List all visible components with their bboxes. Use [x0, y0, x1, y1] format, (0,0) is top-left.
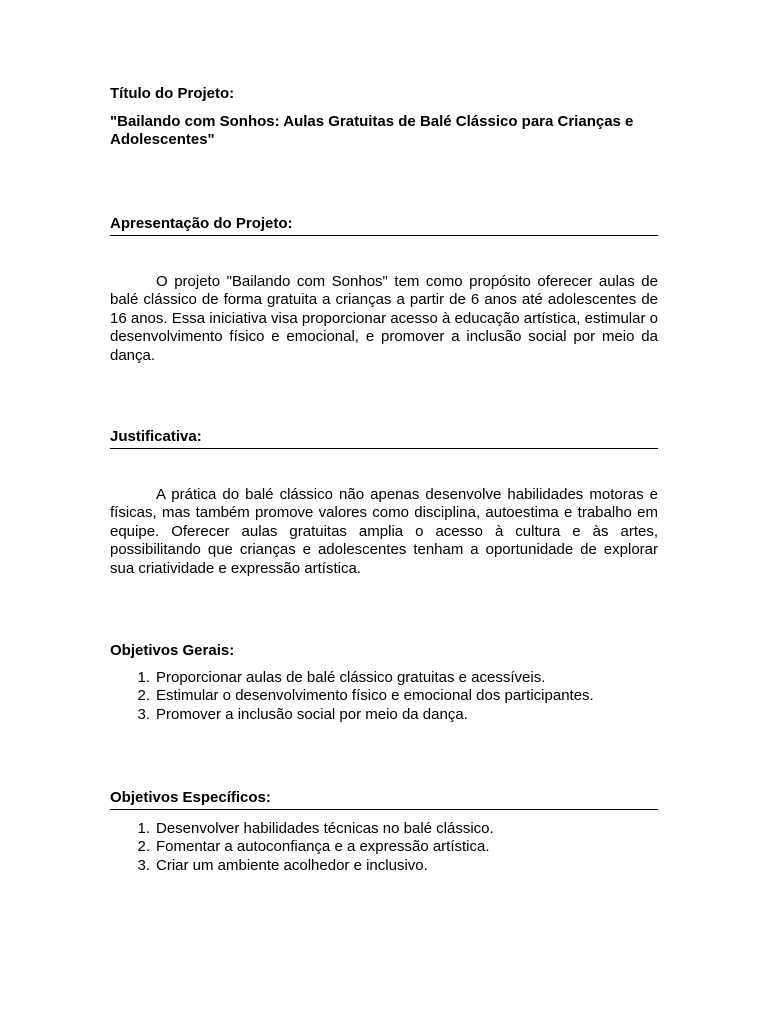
section-objetivos-especificos	[110, 789, 658, 875]
list-item: 3. Criar um ambiente acolhedor e inclusivo.	[137, 856, 428, 874]
section-apresentacao	[110, 215, 658, 365]
title-section	[110, 85, 658, 150]
list-item: 2. Fomentar a autoconfiança e a expressão artística.	[137, 838, 490, 855]
title-label: Título do Projeto:	[110, 85, 235, 102]
section-justificativa	[110, 428, 658, 578]
list-item: 1. Proporcionar aulas de balé clássico gratuitas e acessíveis.	[137, 668, 546, 686]
section-heading: Objetivos Específicos:	[110, 789, 658, 810]
project-title: "Bailando com Sonhos: Aulas Gratuitas de Balé Clássico para Crianças e Adolescentes"	[110, 112, 634, 148]
section-paragraph: O projeto "Bailando com Sonhos" tem como propósito oferecer aulas de balé clássico de forma gratuita a crianças a partir de 6 anos até adolescentes de 16 anos. Essa iniciativa visa proporcionar acesso à educação artística, estimular o desenvolvimento físico e emocional, e promover a inclusão social por meio da dança.	[110, 272, 658, 364]
list-item: 3. Promover a inclusão social por meio da dança.	[137, 705, 468, 723]
objetivos-especificos-list	[110, 820, 658, 876]
objetivos-gerais-list	[110, 669, 658, 725]
section-heading: Justificativa:	[110, 428, 658, 449]
section-heading: Objetivos Gerais:	[110, 642, 235, 659]
list-item: 1. Desenvolver habilidades técnicas no balé clássico.	[137, 819, 494, 837]
section-paragraph: A prática do balé clássico não apenas desenvolve habilidades motoras e físicas, mas também promove valores como disciplina, autoestima e trabalho em equipe. Oferecer aulas gratuitas amplia o acesso à cultura e às artes, possibilitando que crianças e adolescentes tenham a oportunidade de explorar sua criatividade e expressão artística.	[110, 485, 658, 577]
section-heading: Apresentação do Projeto:	[110, 215, 658, 236]
section-objetivos-gerais	[110, 642, 658, 724]
list-item: 2. Estimular o desenvolvimento físico e emocional dos participantes.	[137, 687, 594, 704]
